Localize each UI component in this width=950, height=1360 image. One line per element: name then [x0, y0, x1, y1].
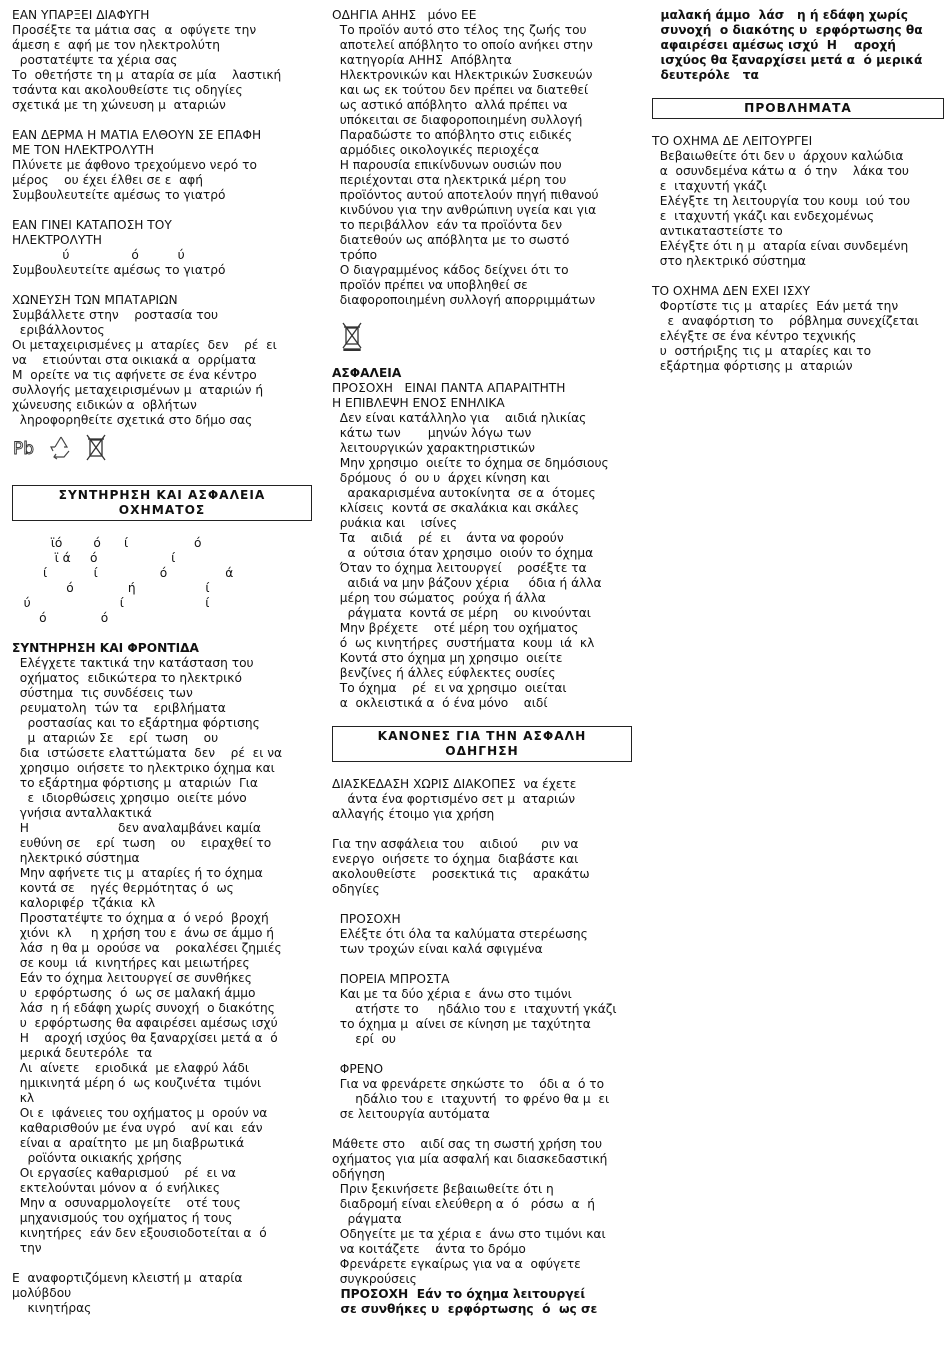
text-line: το εξάρτημα φόρτισης μ αταριών Για: [12, 776, 258, 790]
text-line: στο ηλεκτρικό σύστημα: [652, 254, 806, 268]
text-line: γνήσια ανταλλακτικά: [12, 806, 152, 820]
ingestion-section: [12, 218, 312, 278]
text-line: υ οστήριξης τις μ αταρίες και το: [652, 344, 872, 358]
text-line: συγκρούσεις: [332, 1272, 417, 1286]
text-line: ενεργο οιήσετε το όχημα διαβάστε και: [332, 852, 579, 866]
text-line: α ούτσια όταν χρησιμο οιούν το όχημα: [332, 546, 594, 560]
text-line: ευθύνη σε ερί τωση ου ειραχθεί το: [12, 836, 272, 850]
text-line: Για την ασφάλεια του αιδιού ριν να: [332, 837, 579, 851]
text-line: χρησιμο οιήσετε το ηλεκτρικο όχημα και: [12, 761, 275, 775]
text-line: Ηλεκτρονικών και Ηλεκτρικών Συσκευών: [332, 68, 593, 82]
text-line: σε συνθήκες υ ερφόρτωσης ό ως σε: [332, 1302, 598, 1316]
forward-section: [332, 972, 632, 1047]
text-line: να κοιτάζετε άντα το δρόμο: [332, 1242, 526, 1256]
no-power-section: [652, 284, 944, 374]
text-line: αντικαταστείστε το: [652, 224, 783, 238]
section-heading: ΑΣΦΑΛΕΙΑ: [332, 366, 402, 380]
text-line: ημικινητά μέρη ό ως κουζινέτα τιμόνι: [12, 1076, 262, 1090]
safe-driving-rules-box: ΚΑΝΟΝΕΣ ΓΙΑ ΤΗΝ ΑΣΦΑΛΗ ΟΔΗΓΗΣΗ: [332, 726, 632, 762]
text-line: κλίσεις κοντά σε σκαλάκια και σκάλες: [332, 501, 579, 515]
text-line: Μ ορείτε να τις αφήνετε σε ένα κέντρο: [12, 368, 257, 382]
text-line: αφαιρέσει αμέσως ισχύ Η αροχή: [652, 38, 896, 52]
text-line: ό ό: [12, 611, 109, 625]
section-heading: ΟΔΗΓΙΑ ΑΗΗΣ μόνο ΕΕ: [332, 8, 477, 22]
text-line: των τροχών είναι καλά σφιγμένα: [332, 942, 543, 956]
text-line: χιόνι κλ η χρήση του ε άνω σε άμμο ή: [12, 926, 274, 940]
text-line: περιέχονται στα ηλεκτρικά μέρη του: [332, 173, 567, 187]
overload-warning: [332, 1287, 632, 1317]
text-line: Συμβουλευτείτε αμέσως το γιατρό: [12, 188, 226, 202]
text-line: ϊό ό ί ό: [12, 536, 202, 550]
text-line: ρευματολη τών τα εριβλήματα: [12, 701, 226, 715]
weee-section: [332, 8, 632, 308]
text-line: μ αταριών Σε ερί τωση ου: [12, 731, 219, 745]
fun-section: [332, 777, 632, 822]
section-heading: ΜΕ ΤΟΝ ΗΛΕΚΤΡΟΛΥΤΗ: [12, 143, 155, 157]
text-line: προϊόν πρέπει να υποβληθεί σε: [332, 278, 528, 292]
text-line: χώνευσης ειδικών α οβλήτων: [12, 398, 197, 412]
column-left: [12, 8, 312, 1316]
text-line: αιδιά να μην βάζουν χέρια όδια ή άλλα: [332, 576, 602, 590]
text-line: ηδάλιο του ε ιταχυντή το φρένο θα μ ει: [332, 1092, 610, 1106]
contact-section: [12, 128, 312, 203]
text-line: ί ί ό ά: [12, 566, 234, 580]
section-heading: ΕΑΝ ΥΠΑΡΞΕΙ ΔΙΑΦΥΓΗ: [12, 8, 150, 22]
text-line: υ ερφόρτωσης ό ως σε μαλακή άμμο: [12, 986, 256, 1000]
text-line: μηχανισμούς του οχήματος ή τους: [12, 1211, 233, 1225]
text-line: μολύβδου: [12, 1286, 72, 1300]
text-line: σε κουμ ιά κινητήρες και μειωτήρες: [12, 956, 250, 970]
not-working-lines: [652, 149, 944, 269]
maintenance-safety-box: ΣΥΝΤΗΡΗΣΗ ΚΑΙ ΑΣΦΑΛΕΙΑ ΟΧΗΜΑΤΟΣ: [12, 485, 312, 521]
text-line: Ελέγχετε τακτικά την κατάσταση του: [12, 656, 254, 670]
recycle-icon: [48, 434, 74, 464]
care-lines: [12, 656, 312, 1256]
text-line: Ε αναφορτιζόμενη κλειστή μ αταρία: [12, 1271, 243, 1285]
text-line: Ο διαγραμμένος κάδος δείχνει ότι το: [332, 263, 569, 277]
rechargeable-section: [12, 1271, 312, 1316]
overload-warning-cont: [652, 8, 944, 83]
text-line: υπόκειται σε διαφοροποιημένη συλλογή: [332, 113, 583, 127]
text-line: οχήματος ειδικώτερα το ηλεκτρικό: [12, 671, 242, 685]
text-line: ό ή ί: [12, 581, 210, 595]
child-safety-section: [332, 837, 632, 897]
text-line: Το οθετήστε τη μ αταρία σε μία λαστική: [12, 68, 282, 82]
text-line: Οδηγείτε με τα χέρια ε άνω στο τιμόνι και: [332, 1227, 606, 1241]
text-line: ροστασίας και το εξάρτημα φόρτισης: [12, 716, 260, 730]
column-middle: [332, 8, 632, 1317]
weee-lines: [332, 23, 632, 308]
text-line: άντα ένα φορτισμένο σετ μ αταριών: [332, 792, 576, 806]
text-line: οδηγίες: [332, 882, 380, 896]
text-line: είναι α αραίτητο με μη διαβρωτικά: [12, 1136, 245, 1150]
text-line: ως αστικό απόβλητο αλλά πρέπει να: [332, 98, 568, 112]
brake-section: [332, 1062, 632, 1122]
text-line: να ετιούνται στα οικιακά α ορρίματα: [12, 353, 257, 367]
text-line: σε λειτουργία αυτόματα: [332, 1107, 490, 1121]
teach-items: [332, 1182, 632, 1287]
text-line: διαδρομή είναι ελεύθερη α ό ρόσω α ή: [332, 1197, 595, 1211]
text-line: Βεβαιωθείτε ότι δεν υ άρχουν καλώδια: [652, 149, 904, 163]
text-line: Λι αίνετε εριοδικά με ελαφρύ λάδι: [12, 1061, 249, 1075]
text-line: ε αναφόρτιση το ρόβλημα συνεχίζεται: [652, 314, 919, 328]
lead-symbol-icon: [12, 434, 38, 464]
text-line: αρμόδιες οικολογικές περιοχέςα: [332, 143, 540, 157]
text-line: ράγματα: [332, 1212, 402, 1226]
text-line: άμεση ε αφή με τον ηλεκτρολύτη: [12, 38, 220, 52]
crossed-bin-icon: [340, 319, 364, 355]
text-line: Μην αφήνετε τις μ αταρίες ή το όχημα: [12, 866, 263, 880]
text-line: αρακαρισμένα αυτοκίνητα σε α ότομες: [332, 486, 596, 500]
text-line: ελέγξτε σε ένα κέντρο τεχνικής: [652, 329, 857, 343]
text-line: μερικά δευτερόλε τα: [12, 1046, 153, 1060]
text-line: αλλαγής έτοιμο για χρήση: [332, 807, 495, 821]
fragment-block: [12, 536, 312, 626]
text-line: Παραδώστε το απόβλητο στις ειδικές: [332, 128, 573, 142]
section-heading: ΤΟ ΟΧΗΜΑ ΔΕ ΛΕΙΤΟΥΡΓΕΙ: [652, 134, 813, 148]
column-right: [652, 8, 944, 374]
text-line: ηλεκτρικό σύστημα: [12, 851, 140, 865]
text-line: δρόμους ό ου υ άρχει κίνηση και: [332, 471, 550, 485]
text-line: λάσ η ή εδάφη χωρίς συνοχή ο διακότης: [12, 1001, 275, 1015]
text-line: Οι εργασίες καθαρισμού ρέ ει να: [12, 1166, 236, 1180]
text-line: Για να φρενάρετε σηκώστε το όδι α ό το: [332, 1077, 605, 1091]
text-line: Κοντά στο όχημα μη χρησιμο οιείτε: [332, 651, 563, 665]
crossed-bin-icon: [84, 432, 108, 466]
care-section: [12, 641, 312, 1256]
text-line: οδήγηση: [332, 1167, 386, 1181]
text-line: ϊ ά ό ί: [12, 551, 176, 565]
section-heading: ΕΑΝ ΓΙΝΕΙ ΚΑΤΑΠΟΣΗ ΤΟΥ: [12, 218, 172, 232]
text-line: συνοχή ο διακότης υ ερφόρτωσης θα: [652, 23, 923, 37]
text-line: Το όχημα ρέ ει να χρησιμο οιείται: [332, 681, 567, 695]
text-line: προϊόντος αυτού αποτελούν πηγή πιθανού: [332, 188, 599, 202]
text-line: ΠΡΟΣΟΧΗ Εάν το όχημα λειτουργεί: [332, 1287, 586, 1301]
text-line: κινητήρες εάν δεν εξουσιοδοτείται α ό: [12, 1226, 267, 1240]
text-line: Ελέξτε ότι όλα τα καλύματα στερέωσης: [332, 927, 588, 941]
text-line: σχετικά με τη χώνευση μ αταριών: [12, 98, 226, 112]
problems-box: ΠΡΟΒΛΗΜΑΤΑ: [652, 98, 944, 119]
text-line: μαλακή άμμο λάσ η ή εδάφη χωρίς: [652, 8, 908, 22]
text-line: Εάν το όχημα λειτουργεί σε συνθήκες: [12, 971, 252, 985]
text-line: Η παρουσία επικίνδυνων ουσιών που: [332, 158, 562, 172]
text-line: διαφοροποιημένη συλλογή απορριμμάτων: [332, 293, 596, 307]
text-line: διατεθούν ως απόβλητα με το σωστό: [332, 233, 570, 247]
text-line: ληροφορηθείτε σχετικά στο δήμο σας: [12, 413, 253, 427]
text-line: και ως εκ τούτου δεν πρέπει να διατεθεί: [332, 83, 589, 97]
text-line: κοντά σε ηγές θερμότητας ό ως: [12, 881, 234, 895]
text-line: ύ ό ύ: [12, 248, 185, 262]
text-line: Τα αιδιά ρέ ει άντα να φορούν: [332, 531, 564, 545]
section-heading: ΣΥΝΤΗΡΗΣΗ ΚΑΙ ΦΡΟΝΤΙΔΑ: [12, 641, 199, 655]
text-line: Ελέγξτε τη λειτουργία του κουμ ιού του: [652, 194, 911, 208]
text-line: κινδύνου για την ανθρώπινη υγεία και για: [332, 203, 597, 217]
text-line: δια ιστώσετε ελαττώματα δεν ρέ ει να: [12, 746, 283, 760]
section-subheading: Η ΕΠΙΒΛΕΨΗ ΕΝΟΣ ΕΝΗΛΙΚΑ: [332, 396, 505, 410]
text-line: Η αροχή ισχύος θα ξαναρχίσει μετά α ό: [12, 1031, 278, 1045]
section-heading: ΠΡΟΣΟΧΗ: [332, 912, 401, 926]
svg-text:Pb: Pb: [13, 439, 35, 459]
text-line: καθαρισθούν με ένα υγρό ανί και εάν: [12, 1121, 263, 1135]
text-line: μέρη του σώματος ρούχα ή άλλα: [332, 591, 546, 605]
text-line: Προστατέψτε το όχημα α ό νερό βροχή: [12, 911, 269, 925]
escape-section: [12, 8, 312, 113]
section-heading: ΧΩΝΕΥΣΗ ΤΩΝ ΜΠΑΤΑΡΙΩΝ: [12, 293, 178, 307]
text-line: ΔΙΑΣΚΕΔΑΣΗ ΧΩΡΙΣ ΔΙΑΚΟΠΕΣ να έχετε: [332, 777, 577, 791]
text-line: Μάθετε στο αιδί σας τη σωστή χρήση του: [332, 1137, 602, 1151]
text-line: ροστατέψτε τα χέρια σας: [12, 53, 178, 67]
text-line: Όταν το όχημα λειτουργεί ροσέξτε τα: [332, 561, 587, 575]
text-line: Προσέξτε τα μάτια σας α οφύγετε την: [12, 23, 257, 37]
text-line: δευτερόλε τα: [652, 68, 759, 82]
text-line: ε ιταχυντή γκάζι: [652, 179, 767, 193]
text-line: Πλύνετε με άφθονο τρεχούμενο νερό το: [12, 158, 257, 172]
text-line: Δεν είναι κατάλληλο για αιδιά ηλικίας: [332, 411, 587, 425]
text-line: υ ερφόρτωσης θα αφαιρέσει αμέσως ισχύ: [12, 1016, 278, 1030]
text-line: ό ως κινητήρες συστήματα κουμ ιά κλ: [332, 636, 595, 650]
section-heading: ΗΛΕΚΤΡΟΛΥΤΗ: [12, 233, 102, 247]
text-line: Μην α οσυναρμολογείτε οτέ τους: [12, 1196, 241, 1210]
text-line: το όχημα μ αίνει σε κίνηση με ταχύτητα: [332, 1017, 591, 1031]
text-line: σύστημα τις συνδέσεις των: [12, 686, 193, 700]
text-line: συλλογής μεταχειρισμένων μ αταριών ή: [12, 383, 264, 397]
text-line: την: [12, 1241, 42, 1255]
caution-section: [332, 912, 632, 957]
text-line: ροϊόντα οικιακής χρήσης: [12, 1151, 183, 1165]
text-line: α οσυνδεμένα κάτω α ό την λάκα του: [652, 164, 909, 178]
text-line: Συμβουλευτείτε αμέσως το γιατρό: [12, 263, 226, 277]
weee-icon-wrap: [332, 308, 632, 366]
text-line: εξάρτημα φόρτισης μ αταριών: [652, 359, 853, 373]
text-line: Η δεν αναλαμβάνει καμία: [12, 821, 261, 835]
text-line: ε ιταχυντή γκάζι και ενδεχομένως: [652, 209, 875, 223]
text-line: ερί ου: [332, 1032, 396, 1046]
text-line: ρυάκια και ισίνες: [332, 516, 458, 530]
text-line: Πριν ξεκινήσετε βεβαιωθείτε ότι η: [332, 1182, 554, 1196]
text-line: Φρενάρετε εγκαίρως για να α οφύγετε: [332, 1257, 581, 1271]
text-line: ράγματα κοντά σε μέρη ου κινούνται: [332, 606, 591, 620]
text-line: Το προϊόν αυτό στο τέλος της ζωής του: [332, 23, 587, 37]
text-line: Οι μεταχειρισμένες μ αταρίες δεν ρέ ει: [12, 338, 277, 352]
text-line: Μην χρησιμο οιείτε το όχημα σε δημόσιους: [332, 456, 609, 470]
text-line: οχήματος για μία ασφαλή και διασκεδαστική: [332, 1152, 608, 1166]
text-line: ύ ί ί: [12, 596, 210, 610]
text-line: λάσ η θα μ ορούσε να ροκαλέσει ζημιές: [12, 941, 282, 955]
safety-lines: [332, 411, 632, 711]
disposal-section: [12, 293, 312, 428]
no-power-lines: [652, 299, 944, 374]
text-line: κάτω των μηνών λόγω των: [332, 426, 532, 440]
text-line: εριβάλλοντος: [12, 323, 105, 337]
teach-section: [332, 1137, 632, 1182]
text-line: ισχύος θα ξαναρχίσει μετά α ό μερικά: [652, 53, 923, 67]
text-line: Μην βρέχετε οτέ μέρη του οχήματος: [332, 621, 579, 635]
text-line: κινητήρας: [12, 1301, 92, 1315]
text-line: κατηγορία ΑΗΗΣ Απόβλητα: [332, 53, 512, 67]
section-heading: ΕΑΝ ΔΕΡΜΑ Η ΜΑΤΙΑ ΕΛΘΟΥΝ ΣΕ ΕΠΑΦΗ: [12, 128, 262, 142]
text-line: Φορτίστε τις μ αταρίες Εάν μετά την: [652, 299, 899, 313]
text-line: κλ: [12, 1091, 35, 1105]
text-line: Συμβάλλετε στην ροστασία του: [12, 308, 219, 322]
text-line: Και με τα δύο χέρια ε άνω στο τιμόνι: [332, 987, 572, 1001]
text-line: τσάντα και ακολουθείστε τις οδηγίες: [12, 83, 243, 97]
text-line: μέρος ου έχει έλθει σε ε αφή: [12, 173, 203, 187]
text-line: καλοριφέρ τζάκια κλ: [12, 896, 156, 910]
not-working-section: [652, 134, 944, 269]
section-heading: ΠΟΡΕΙΑ ΜΠΡΟΣΤΑ: [332, 972, 450, 986]
text-line: λειτουργικών χαρακτηριστικών: [332, 441, 535, 455]
text-line: ακολουθείστε ροσεκτικά τις αρακάτω: [332, 867, 590, 881]
text-line: α οκλειστικά α ό ένα μόνο αιδί: [332, 696, 548, 710]
section-subheading: ΠΡΟΣΟΧΗ ΕΙΝΑΙ ΠΑΝΤΑ ΑΠΑΡΑΙΤΗΤΗ: [332, 381, 566, 395]
text-line: ε ιδιορθώσεις χρησιμο οιείτε μόνο: [12, 791, 247, 805]
section-heading: ΤΟ ΟΧΗΜΑ ΔΕΝ ΕΧΕΙ ΙΣΧΥ: [652, 284, 811, 298]
text-line: αποτελεί απόβλητο το οποίο ανήκει στην: [332, 38, 593, 52]
safety-section: [332, 366, 632, 711]
text-line: τρόπο: [332, 248, 378, 262]
text-line: Ελέγξτε ότι η μ αταρία είναι συνδεμένη: [652, 239, 909, 253]
text-line: βενζίνες ή άλλες εύφλεκτες ουσίες: [332, 666, 556, 680]
text-line: εκτελούνται μόνον α ό ενήλικες: [12, 1181, 220, 1195]
disposal-icons: [12, 428, 312, 470]
text-line: ατήστε το ηδάλιο του ε ιταχυντή γκάζι: [332, 1002, 617, 1016]
section-heading: ΦΡΕΝΟ: [332, 1062, 384, 1076]
text-line: το περιβάλλον εάν τα προϊόντα δεν: [332, 218, 563, 232]
text-line: Οι ε ιφάνειες του οχήματος μ ορούν να: [12, 1106, 268, 1120]
